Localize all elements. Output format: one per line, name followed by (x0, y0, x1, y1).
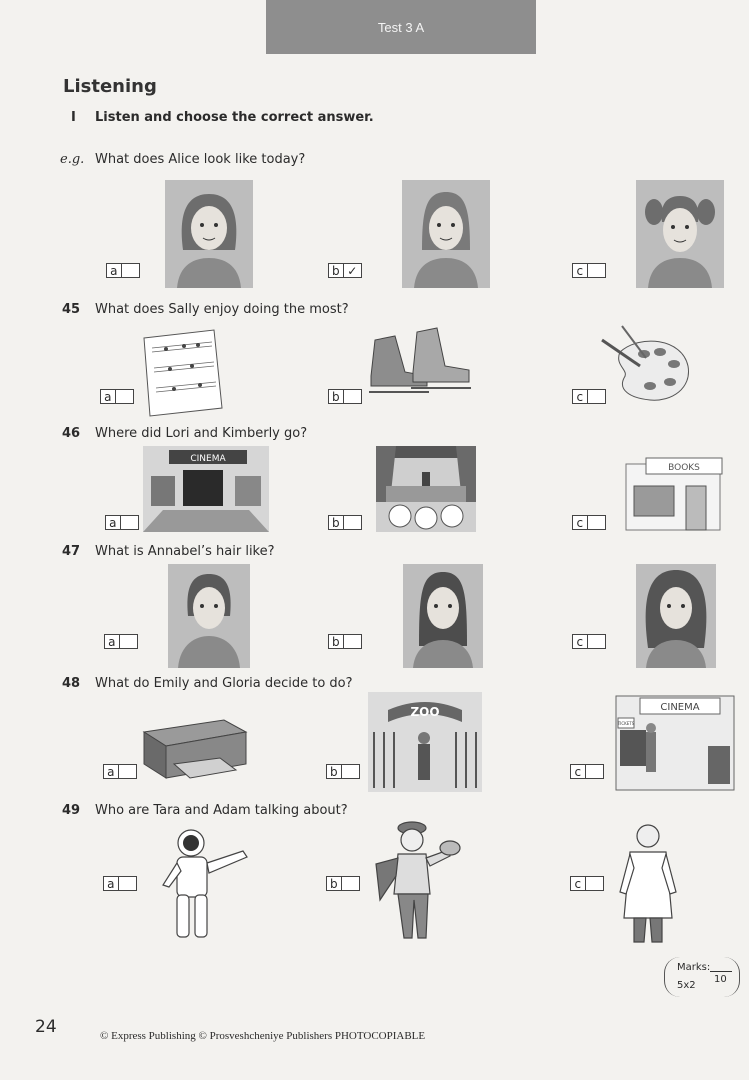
answer-box-c[interactable] (572, 389, 606, 404)
theatre-stage-image (376, 446, 476, 532)
answer-box-b[interactable] (328, 263, 362, 278)
question-text: Where did Lori and Kimberly go? (95, 426, 308, 441)
answer-mark (342, 765, 359, 778)
answer-mark (120, 635, 137, 648)
answer-box-b[interactable] (328, 515, 362, 530)
question-number: e.g. (60, 152, 85, 167)
marks-blank-line (710, 971, 732, 972)
girl-curly-hair-image (165, 180, 253, 288)
question-text: What is Annabel’s hair like? (95, 544, 275, 559)
books-sign: BOOKS (668, 463, 700, 473)
test-header (266, 0, 536, 54)
marks-box (664, 957, 740, 997)
option-letter: c (571, 877, 586, 890)
painter-image (370, 820, 462, 946)
sheet-music-image (136, 328, 226, 418)
marks-total: 10 (714, 974, 727, 985)
ice-skates-image (365, 326, 475, 404)
instruction-number: I (71, 110, 76, 125)
question-text: What do Emily and Gloria decide to do? (95, 676, 353, 691)
answer-box-a[interactable] (103, 876, 137, 891)
question-number: 45 (62, 302, 81, 317)
zoo-gate-image (368, 692, 482, 792)
answer-mark (122, 264, 139, 277)
answer-mark (586, 877, 603, 890)
answer-box-c[interactable] (570, 876, 604, 891)
answer-box-a[interactable] (105, 515, 139, 530)
answer-box-b[interactable] (326, 876, 360, 891)
answer-mark (344, 516, 361, 529)
scientist-image (610, 822, 686, 948)
question-text: What does Sally enjoy doing the most? (95, 302, 349, 317)
answer-box-c[interactable] (572, 515, 606, 530)
answer-mark (119, 765, 136, 778)
cinema-front-image (612, 692, 738, 792)
woman-short-hair-image (168, 564, 250, 668)
tickets-sign: TICKETS (617, 721, 635, 726)
girl-straight-hair-image (402, 180, 490, 288)
answer-mark (116, 390, 133, 403)
option-letter: b (327, 877, 342, 890)
question-number: 46 (62, 426, 81, 441)
answer-mark (342, 877, 359, 890)
option-letter: b (327, 765, 342, 778)
question-text: What does Alice look like today? (95, 152, 306, 167)
answer-box-b[interactable] (328, 634, 362, 649)
copyright-footer: © Express Publishing © Prosveshcheniye Publishers PHOTOCOPIABLE (100, 1030, 426, 1042)
answer-box-c[interactable] (572, 634, 606, 649)
option-letter: a (104, 765, 119, 778)
option-letter: c (573, 516, 588, 529)
answer-box-a[interactable] (103, 764, 137, 779)
woman-long-straight-hair-image (403, 564, 483, 668)
answer-mark (121, 516, 138, 529)
answer-box-a[interactable] (106, 263, 140, 278)
zoo-sign: ZOO (410, 705, 440, 719)
answer-box-c[interactable] (572, 263, 606, 278)
girl-pigtails-image (636, 180, 724, 288)
answer-mark (588, 390, 605, 403)
answer-mark (588, 635, 605, 648)
instruction-text: Listen and choose the correct answer. (95, 110, 374, 125)
option-letter: c (573, 390, 588, 403)
marks-multiplier: 5x2 (677, 980, 696, 991)
answer-box-b[interactable] (328, 389, 362, 404)
bookshop-image (620, 452, 726, 532)
answer-mark (586, 765, 603, 778)
answer-mark (588, 516, 605, 529)
test-label: Test 3 A (377, 19, 425, 35)
answer-mark (119, 877, 136, 890)
option-letter: a (107, 264, 122, 277)
answer-mark (588, 264, 605, 277)
answer-box-c[interactable] (570, 764, 604, 779)
cinema-sign: CINEMA (190, 454, 226, 464)
woman-curly-hair-image (636, 564, 716, 668)
cinema-entrance-image (143, 446, 269, 532)
question-text: Who are Tara and Adam talking about? (95, 803, 348, 818)
answer-mark (344, 390, 361, 403)
option-letter: b (329, 635, 344, 648)
option-letter: b (329, 264, 344, 277)
answer-box-a[interactable] (104, 634, 138, 649)
question-number: 48 (62, 676, 81, 691)
option-letter: a (105, 635, 120, 648)
option-letter: c (573, 264, 588, 277)
answer-mark (344, 635, 361, 648)
cinema-sign: CINEMA (660, 702, 700, 713)
question-number: 47 (62, 544, 81, 559)
option-letter: c (573, 635, 588, 648)
section-title: Listening (63, 76, 157, 97)
option-letter: b (329, 516, 344, 529)
option-letter: b (329, 390, 344, 403)
option-letter: a (101, 390, 116, 403)
option-letter: c (571, 765, 586, 778)
answer-box-b[interactable] (326, 764, 360, 779)
option-letter: a (104, 877, 119, 890)
question-number: 49 (62, 803, 81, 818)
answer-mark: ✓ (347, 263, 358, 278)
page-number: 24 (35, 1017, 57, 1037)
paint-palette-image (600, 322, 692, 412)
answer-box-a[interactable] (100, 389, 134, 404)
dvd-player-image (140, 712, 250, 784)
astronaut-image (155, 825, 253, 945)
option-letter: a (106, 516, 121, 529)
marks-label: Marks: (677, 962, 711, 973)
